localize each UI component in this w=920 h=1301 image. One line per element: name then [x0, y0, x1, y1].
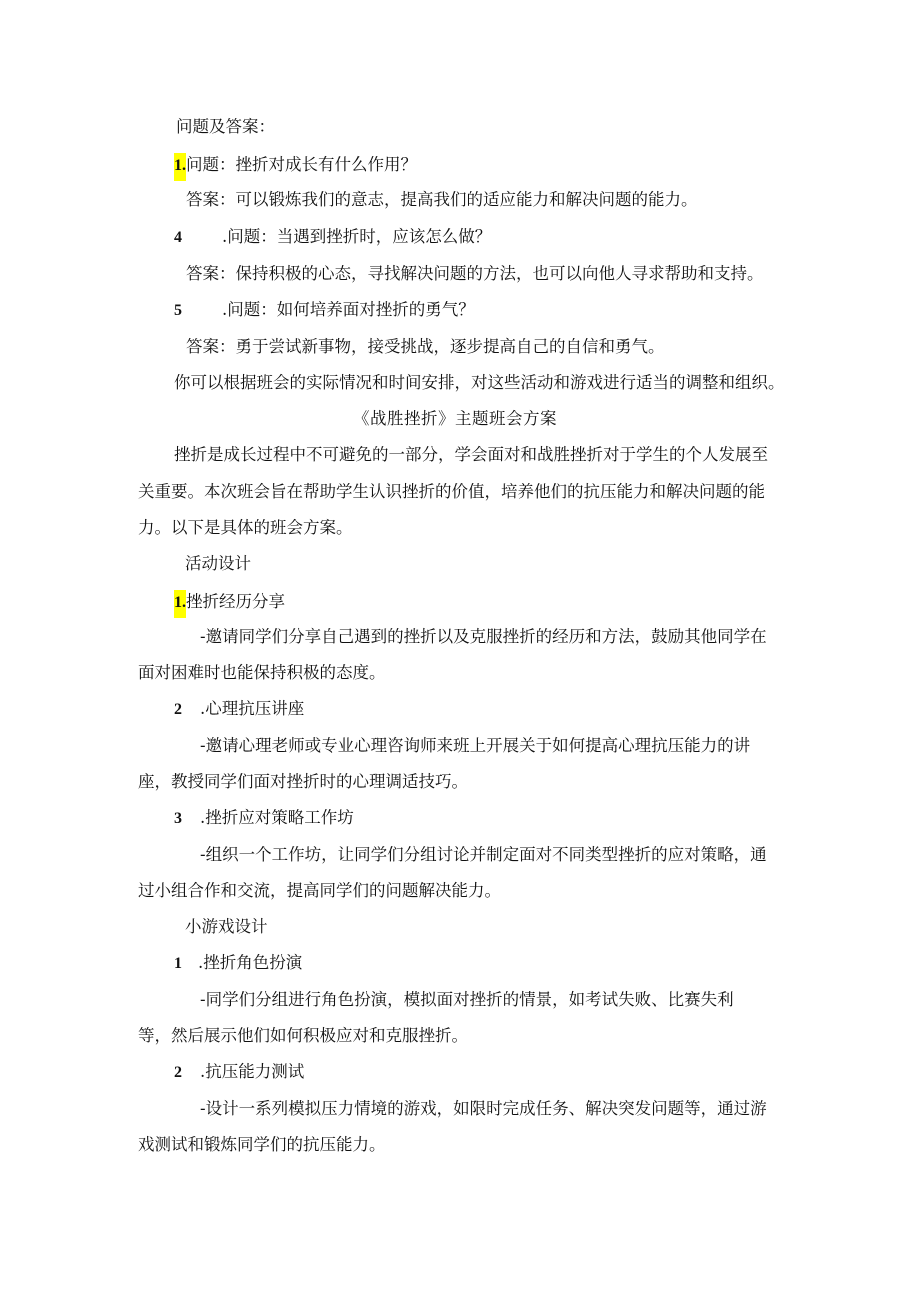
game-heading: 小游戏设计	[185, 917, 268, 936]
game-desc-1-line-1: -同学们分组进行角色扮演，模拟面对挫折的情景，如考试失败、比赛失利	[200, 990, 734, 1009]
intro-line-1: 挫折是成长过程中不可避免的一部分，学会面对和战胜挫折对于学生的个人发展至	[174, 445, 768, 464]
qa-question-2	[174, 226, 491, 249]
intro-line-3: 力。以下是具体的班会方案。	[138, 518, 353, 537]
qa-heading: 问题及答案：	[176, 117, 275, 136]
game-number-1: 1	[174, 955, 182, 972]
closing-note: 你可以根据班会的实际情况和时间安排，对这些活动和游戏进行适当的调整和组织。	[174, 373, 785, 392]
activity-heading: 活动设计	[185, 554, 251, 573]
intro-line-2: 关重要。本次班会旨在帮助学生认识挫折的价值，培养他们的抗压能力和解决问题的能	[138, 482, 765, 501]
qa-number-1: 1.	[174, 153, 186, 181]
activity-title-text-2: .心理抗压讲座	[200, 699, 305, 718]
activity-title-1	[174, 590, 285, 618]
game-title-2	[174, 1061, 304, 1084]
activity-desc-3-line-2: 过小组合作和交流，提高同学们的问题解决能力。	[138, 881, 501, 900]
activity-desc-2-line-2: 座，教授同学们面对挫折时的心理调适技巧。	[138, 772, 468, 791]
game-desc-2-line-1: -设计一系列模拟压力情境的游戏，如限时完成任务、解决突发问题等，通过游	[200, 1099, 767, 1118]
activity-title-2	[174, 698, 304, 721]
activity-desc-1-line-1: -邀请同学们分享自己遇到的挫折以及克服挫折的经历和方法，鼓励其他同学在	[200, 627, 767, 646]
game-number-2: 2	[174, 1064, 182, 1081]
activity-title-3	[174, 807, 354, 830]
qa-question-text-1: 问题：挫折对成长有什么作用？	[186, 155, 417, 174]
game-title-text-2: .抗压能力测试	[200, 1062, 305, 1081]
qa-number-2: 4	[174, 229, 182, 246]
activity-number-1: 1.	[174, 590, 186, 618]
qa-number-3: 5	[174, 302, 182, 319]
activity-number-3: 3	[174, 810, 182, 827]
activity-title-text-1: 挫折经历分享	[186, 592, 285, 611]
qa-question-text-3: .问题：如何培养面对挫折的勇气？	[222, 300, 475, 319]
game-title-text-1: .挫折角色扮演	[198, 953, 303, 972]
activity-desc-2-line-1: -邀请心理老师或专业心理咨询师来班上开展关于如何提高心理抗压能力的讲	[200, 736, 751, 755]
activity-title-text-3: .挫折应对策略工作坊	[200, 808, 354, 827]
plan-title: 《战胜挫折》主题班会方案	[353, 409, 557, 428]
activity-desc-3-line-1: -组织一个工作坊，让同学们分组讨论并制定面对不同类型挫折的应对策略，通	[200, 845, 767, 864]
qa-answer-2: 答案：保持积极的心态，寻找解决问题的方法，也可以向他人寻求帮助和支持。	[186, 264, 764, 283]
activity-desc-1-line-2: 面对困难时也能保持积极的态度。	[138, 663, 386, 682]
qa-question-text-2: .问题：当遇到挫折时，应该怎么做？	[222, 227, 492, 246]
activity-number-2: 2	[174, 701, 182, 718]
game-desc-2-line-2: 戏测试和锻炼同学们的抗压能力。	[138, 1135, 386, 1154]
qa-question-1	[174, 153, 417, 181]
game-title-1	[174, 952, 302, 975]
qa-question-3	[174, 299, 475, 322]
qa-answer-3: 答案：勇于尝试新事物，接受挑战，逐步提高自己的自信和勇气。	[186, 337, 665, 356]
game-desc-1-line-2: 等，然后展示他们如何积极应对和克服挫折。	[138, 1026, 468, 1045]
qa-answer-1: 答案：可以锻炼我们的意志，提高我们的适应能力和解决问题的能力。	[186, 190, 698, 209]
